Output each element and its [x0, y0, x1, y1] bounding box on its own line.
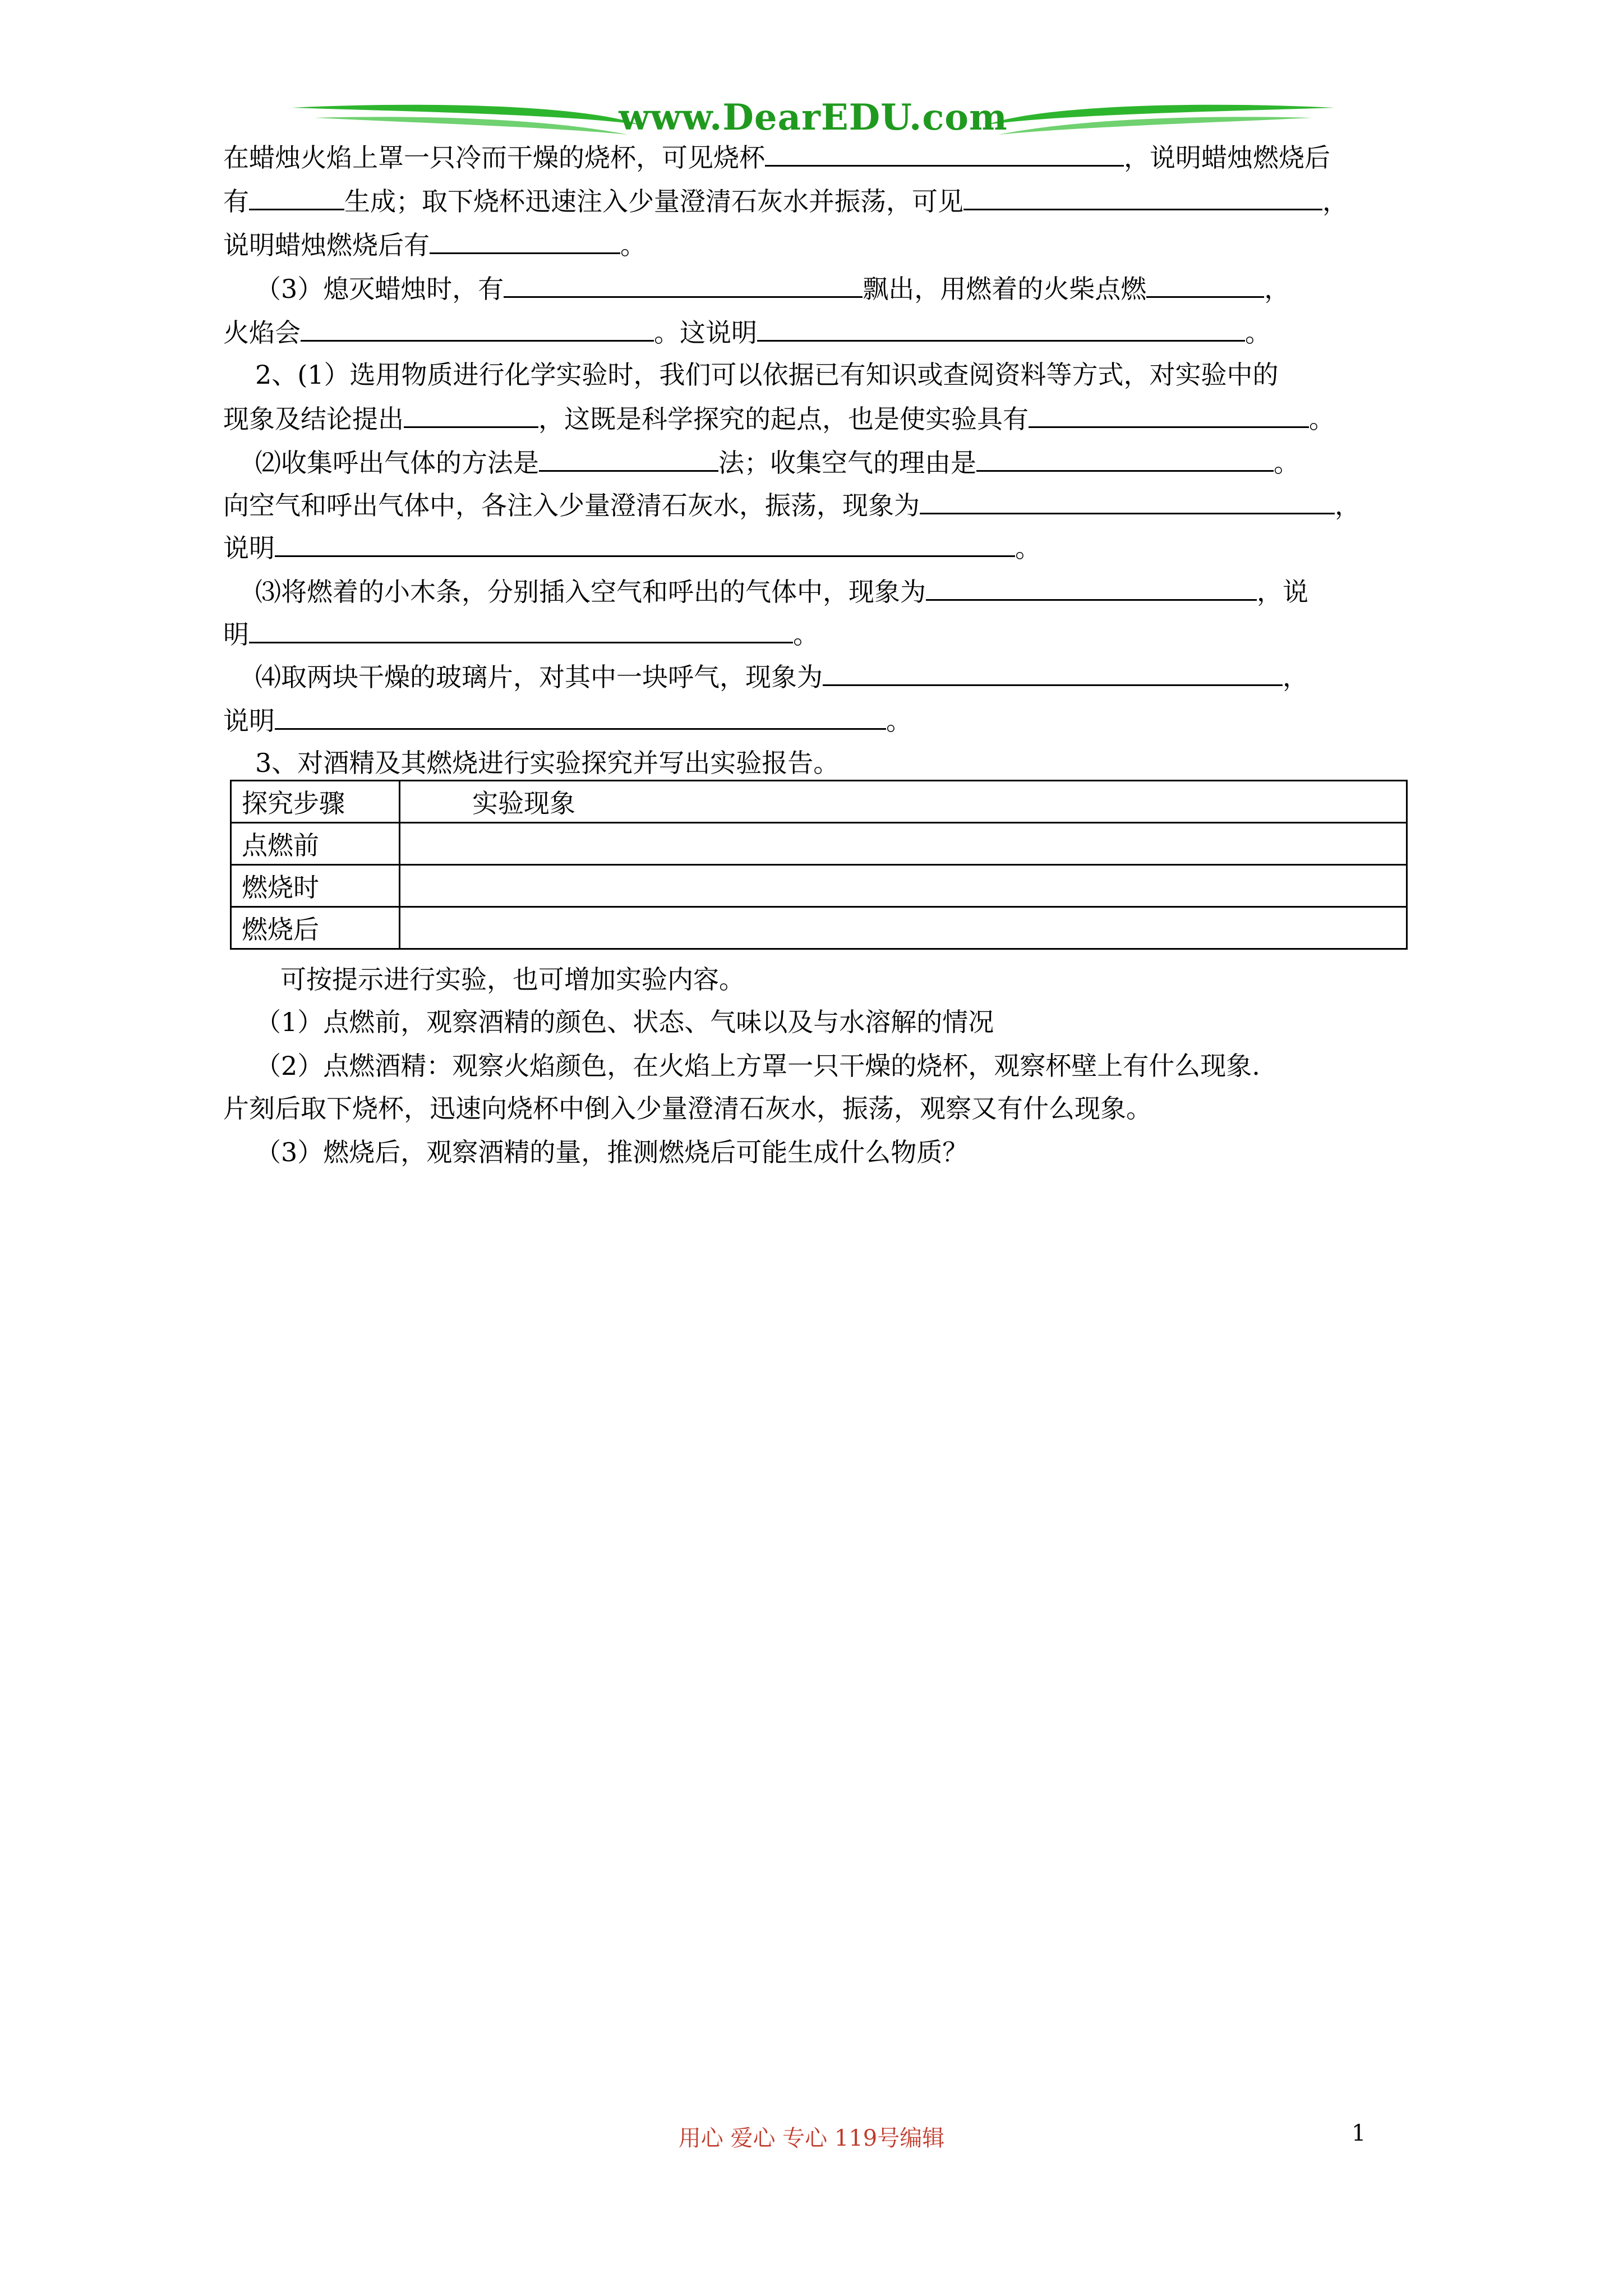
table-answer-cell[interactable] [400, 907, 1407, 949]
answer-blank[interactable] [301, 315, 654, 342]
text-line: （3）熄灭蜡烛时，有 飘出，用燃着的火柴点燃 ， [255, 272, 1455, 306]
text-line: ⑶将燃着的小木条，分别插入空气和呼出的气体中，现象为 ，说 [255, 574, 1455, 609]
text-line: ⑵收集呼出气体的方法是 法；收集空气的理由是 。 [255, 445, 1455, 480]
answer-blank[interactable] [920, 488, 1335, 514]
answer-blank[interactable] [757, 315, 1245, 342]
text-line: 有 生成；取下烧杯迅速注入少量澄清石灰水并振荡，可见 ， [223, 184, 1423, 218]
answer-blank[interactable] [1146, 272, 1264, 298]
text-line: 向空气和呼出气体中，各注入少量澄清石灰水，振荡，现象为 ， [223, 488, 1423, 522]
answer-blank[interactable] [926, 574, 1257, 601]
text-line: 在蜡烛火焰上罩一只冷而干燥的烧杯，可见烧杯 ，说明蜡烛燃烧后 [223, 140, 1423, 174]
answer-blank[interactable] [963, 184, 1322, 210]
footer-text: 用心 爱心 专心 119号编辑 [678, 2125, 945, 2151]
table-cell: 燃烧后 [231, 907, 400, 949]
table-header-row [231, 781, 1407, 823]
text-line: 2、(1）选用物质进行化学实验时，我们可以依据已有知识或查阅资料等方式，对实验中的 [255, 360, 1279, 390]
answer-blank[interactable] [765, 140, 1124, 167]
table-answer-cell[interactable] [400, 823, 1407, 865]
answer-blank[interactable] [249, 184, 344, 210]
text-line: 说明 。 [223, 531, 1423, 565]
text-line: 可按提示进行实验，也可增加实验内容。 [280, 964, 745, 995]
site-url: www.DearEDU.com [619, 96, 1008, 139]
answer-blank[interactable] [275, 703, 886, 730]
text-line: 现象及结论提出 ，这既是科学探究的起点，也是使实验具有 。 [223, 402, 1423, 436]
text-line: 说明蜡烛燃烧后有 。 [223, 228, 1423, 262]
experiment-report-table [230, 780, 1408, 950]
answer-blank[interactable] [823, 660, 1283, 686]
table-answer-cell[interactable] [400, 865, 1407, 907]
text-line: （3）燃烧后，观察酒精的量，推测燃烧后可能生成什么物质？ [255, 1137, 969, 1167]
text-line: 3、对酒精及其燃烧进行实验探究并写出实验报告。 [255, 748, 840, 778]
table-row [231, 907, 1407, 949]
answer-blank[interactable] [275, 531, 1015, 557]
answer-blank[interactable] [430, 228, 620, 254]
table-header-cell: 实验现象 [400, 781, 1407, 823]
table-header-cell: 探究步骤 [231, 781, 400, 823]
text-line: 说明 。 [223, 703, 1423, 738]
answer-blank[interactable] [404, 402, 538, 428]
text-line: 明 。 [223, 617, 1423, 651]
answer-blank[interactable] [249, 617, 793, 643]
page-number: 1 [1352, 2120, 1366, 2146]
table-cell: 燃烧时 [231, 865, 400, 907]
answer-blank[interactable] [504, 272, 863, 298]
table-row [231, 865, 1407, 907]
text-line: （2）点燃酒精：观察火焰颜色，在火焰上方罩一只干燥的烧杯，观察杯壁上有什么现象. [255, 1051, 1260, 1081]
text-line: 片刻后取下烧杯，迅速向烧杯中倒入少量澄清石灰水，振荡，观察又有什么现象。 [223, 1093, 1152, 1124]
text-line: 火焰会 。这说明 。 [223, 315, 1423, 349]
answer-blank[interactable] [539, 445, 718, 472]
text-line: （1）点燃前，观察酒精的颜色、状态、气味以及与水溶解的情况 [255, 1007, 994, 1037]
answer-blank[interactable] [976, 445, 1274, 472]
text-line: ⑷取两块干燥的玻璃片，对其中一块呼气，现象为 ， [255, 660, 1455, 694]
table-cell: 点燃前 [231, 823, 400, 865]
answer-blank[interactable] [1029, 402, 1309, 428]
table-row [231, 823, 1407, 865]
